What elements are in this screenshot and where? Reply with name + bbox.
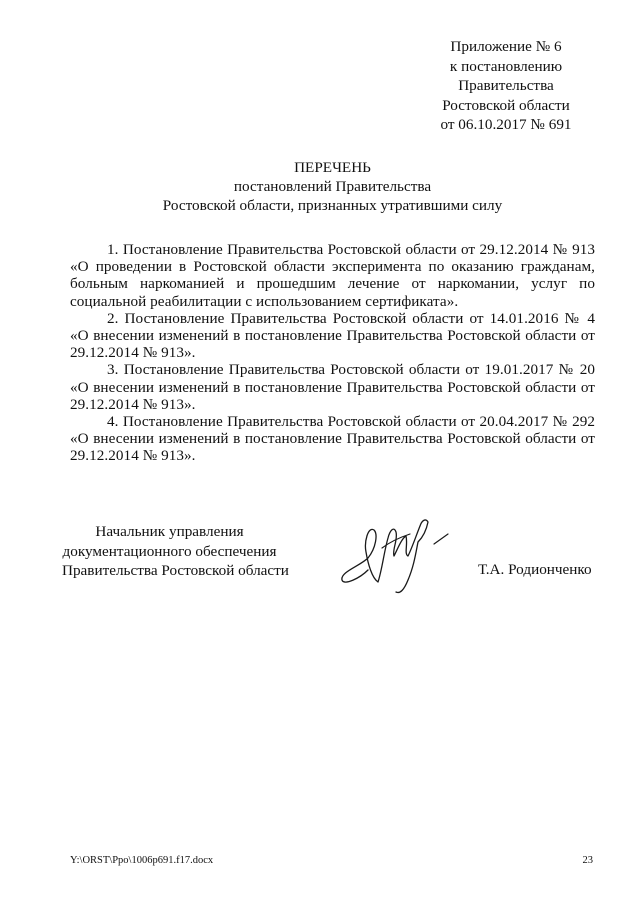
appendix-number: Приложение № 6 [450,38,562,55]
signatory-position-line-2: документационного обеспечения [62,542,277,560]
signatory-name: Т.А. Родионченко [478,561,592,578]
appendix-ref: к постановлению [449,57,563,75]
appendix-authority: Правительства [458,77,554,94]
document-title: ПЕРЕЧЕНЬ [294,159,371,176]
document-subtitle-line-1: постановлений Правительства [233,178,432,195]
appendix-header [400,37,612,135]
signatory-position-line-3: Правительства Ростовской области [62,562,289,579]
appendix-date-number: от 06.10.2017 № 691 [440,116,572,133]
signatory-position-line-1: Начальник управления [95,523,244,540]
list-item: 4. Постановление Правительства Ростовской области от 20.04.2017 № 292 «О внесении изменений в постановление Правительства Ростовской области от 29.12.2014 № 913». [70,413,595,465]
document-subtitle-line-2: Ростовской области, признанных утратившими силу [162,197,503,214]
list-item: 3. Постановление Правительства Ростовской области от 19.01.2017 № 20 «О внесении изменений в постановление Правительства Ростовской области от 29.12.2014 № 913». [70,361,595,413]
footer-file-path: Y:\ORST\Ppo\1006p691.f17.docx [70,855,214,866]
list-item: 1. Постановление Правительства Ростовской области от 29.12.2014 № 913 «О проведении в Ростовской области эксперимента по оказанию гражданам, больным наркоманией и прошедшим лечение от наркомании, услуг по социальной реабилитации с использованием сертификата». [70,241,595,310]
appendix-region: Ростовской области [442,96,570,114]
handwritten-signature [338,508,456,598]
list-item: 2. Постановление Правительства Ростовской области от 14.01.2016 № 4 «О внесении изменений в постановление Правительства Ростовской области от 29.12.2014 № 913». [70,309,595,362]
page-number: 23 [582,855,593,866]
document-heading [70,158,595,215]
resolutions-list [70,241,595,465]
signatory-position [62,522,289,581]
